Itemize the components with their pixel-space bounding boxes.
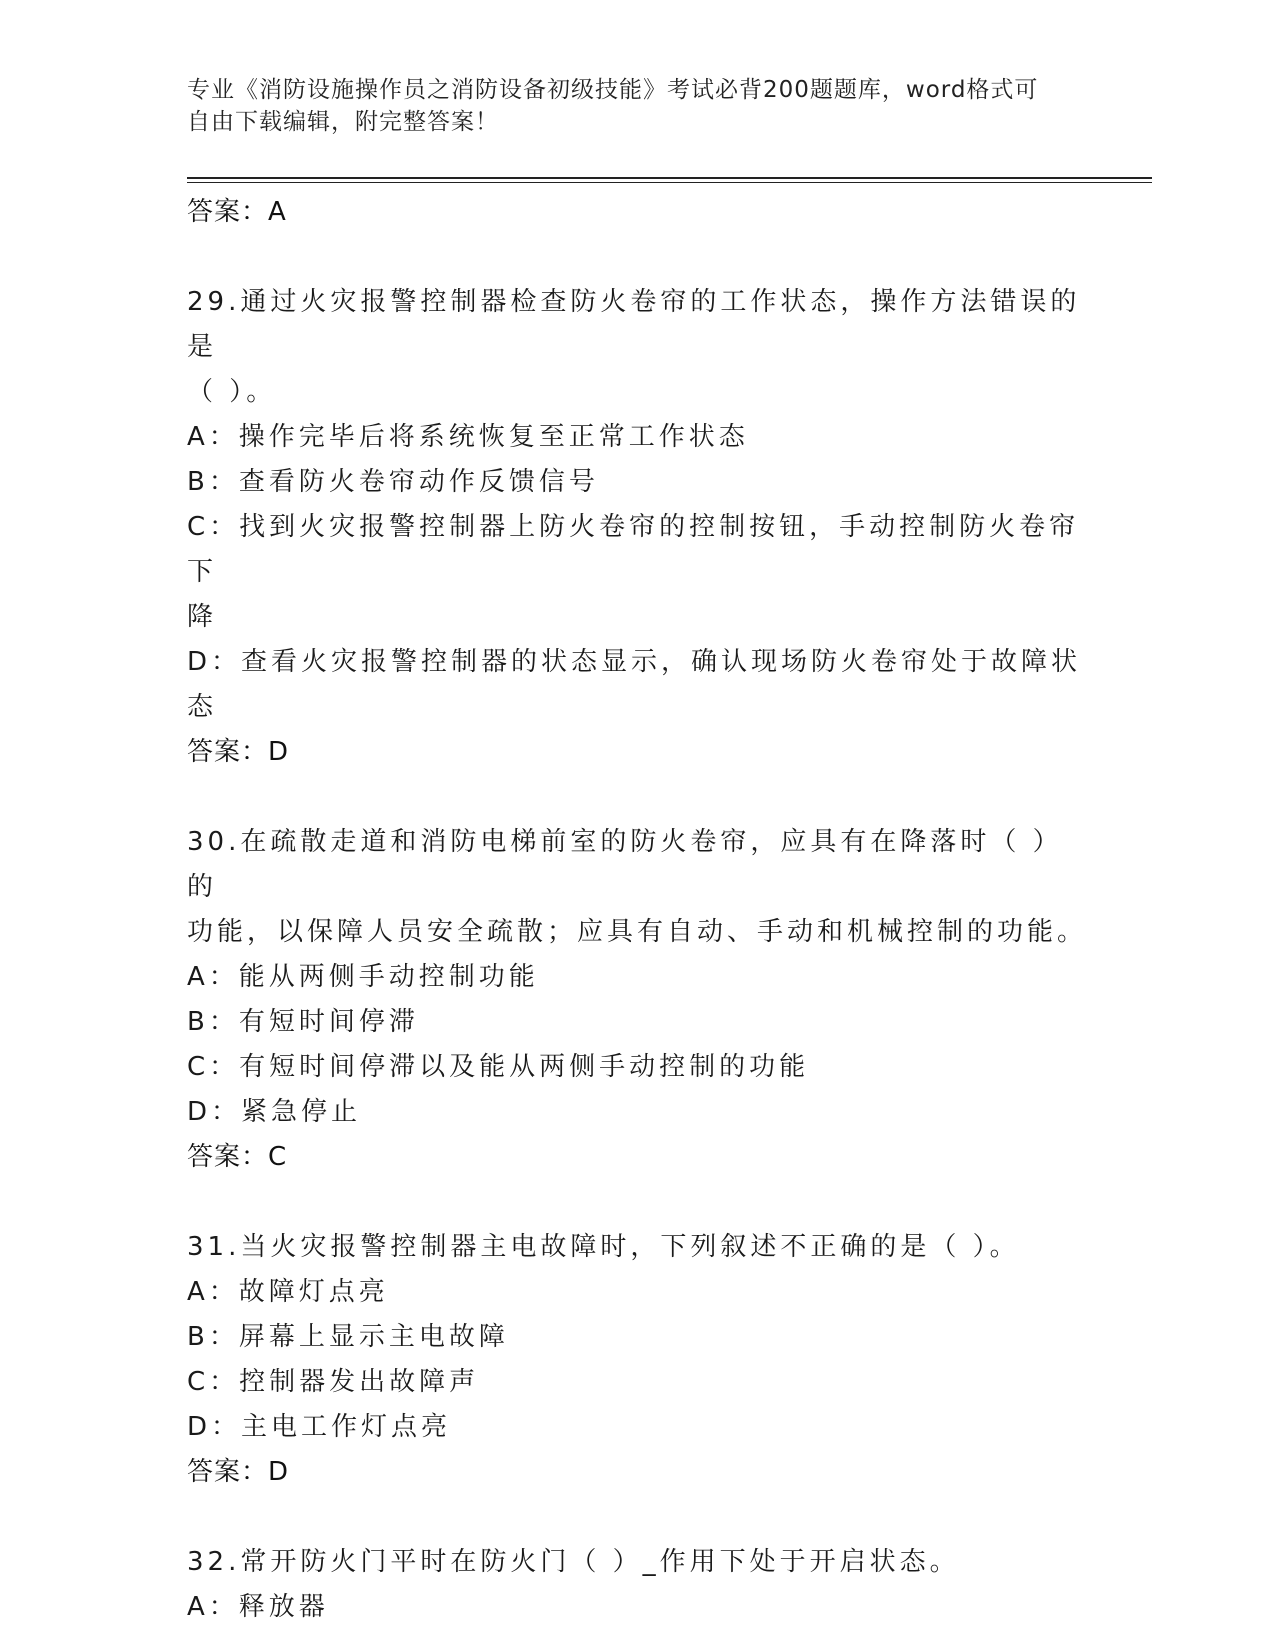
spacer — [187, 1180, 1087, 1225]
option-c: C：控制器发出故障声 — [187, 1367, 480, 1397]
question-30 — [187, 820, 1087, 1180]
question-29 — [187, 280, 1087, 775]
option-a: A：能从两侧手动控制功能 — [187, 962, 539, 992]
question-32 — [187, 1540, 1087, 1630]
answer-line: 答案：A — [187, 197, 287, 227]
option-c: C：找到火灾报警控制器上防火卷帘的控制按钮，手动控制防火卷帘下 — [187, 512, 1080, 587]
question-stem: 29.通过火灾报警控制器检查防火卷帘的工作状态，操作方法错误的是 — [187, 287, 1081, 362]
question-list — [187, 190, 1087, 1630]
question-stem-cont: 功能，以保障人员安全疏散；应具有自动、手动和机械控制的功能。 — [187, 917, 1088, 947]
option-d: D：查看火灾报警控制器的状态显示，确认现场防火卷帘处于故障状态 — [187, 647, 1082, 722]
option-d: D：主电工作灯点亮 — [187, 1412, 452, 1442]
header-line-1: 专业《消防设施操作员之消防设备初级技能》考试必背200题题库，word格式可 — [187, 77, 1039, 103]
option-a: A：释放器 — [187, 1592, 329, 1622]
question-31 — [187, 1225, 1087, 1495]
question-stem-cont: （ ）。 — [187, 377, 277, 407]
option-c-cont: 降 — [187, 602, 218, 632]
question-stem: 32.常开防火门平时在防火门（ ）_作用下处于开启状态。 — [187, 1547, 960, 1577]
answer-line: 答案：D — [187, 1457, 290, 1487]
option-a: A：操作完毕后将系统恢复至正常工作状态 — [187, 422, 749, 452]
header-divider-thick — [187, 177, 1152, 179]
document-header — [187, 74, 1067, 138]
option-a: A：故障灯点亮 — [187, 1277, 389, 1307]
header-line-2: 自由下载编辑，附完整答案！ — [187, 109, 499, 135]
question-stem: 31.当火灾报警控制器主电故障时，下列叙述不正确的是（ ）。 — [187, 1232, 1020, 1262]
question-stem: 30.在疏散走道和消防电梯前室的防火卷帘，应具有在降落时（ ）的 — [187, 827, 1063, 902]
spacer — [187, 1495, 1087, 1540]
option-b: B：有短时间停滞 — [187, 1007, 419, 1037]
answer-line: 答案：D — [187, 737, 290, 767]
option-b: B：查看防火卷帘动作反馈信号 — [187, 467, 599, 497]
option-d: D：紧急停止 — [187, 1097, 362, 1127]
header-divider-thin — [187, 182, 1152, 183]
option-c: C：有短时间停滞以及能从两侧手动控制的功能 — [187, 1052, 810, 1082]
answer-line: 答案：C — [187, 1142, 288, 1172]
spacer — [187, 235, 1087, 280]
spacer — [187, 775, 1087, 820]
option-b: B：屏幕上显示主电故障 — [187, 1322, 509, 1352]
